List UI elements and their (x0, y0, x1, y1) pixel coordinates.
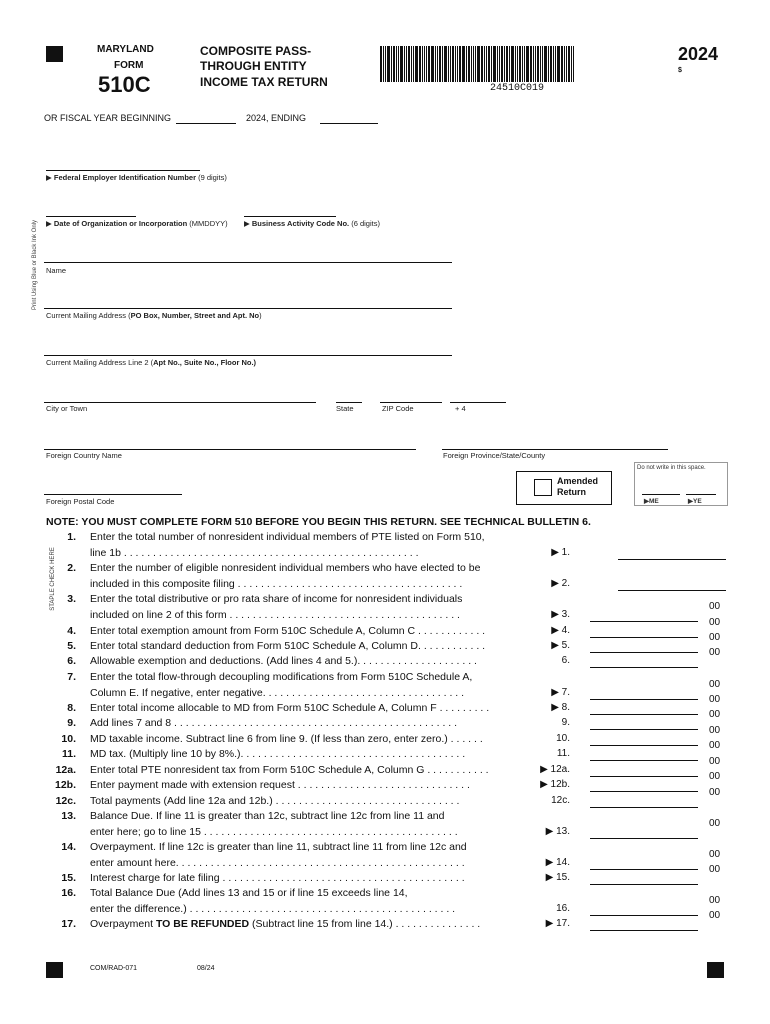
line-reference: ▶ 15. (545, 872, 570, 883)
arrow-icon: ▶ (644, 498, 649, 505)
name-label: Name (46, 266, 67, 275)
line-text-continued: enter the difference.) . . . . . . . . . . . . . . . . . . . . . . . . . . . . . . . . . . . . . . . . . . . . . . (90, 903, 456, 915)
form-revision-date: 08/24 (197, 965, 215, 972)
date-label-rest: (MMDDYY) (187, 219, 228, 228)
barcode-bar (550, 46, 552, 82)
barcode-bar (553, 46, 554, 82)
barcode-bar (415, 46, 418, 82)
line-number: 12b. (54, 779, 76, 791)
addr2-prefix: Current Mailing Address Line 2 ( (46, 358, 154, 367)
barcode-bar (457, 46, 458, 82)
zip-plus4-field[interactable] (450, 402, 506, 403)
date-label-bold: Date of Organization or Incorporation (53, 219, 188, 228)
barcode-bar (448, 46, 449, 82)
line-number: 8. (67, 702, 76, 714)
zip-field[interactable] (380, 402, 442, 403)
line-number: 3. (67, 593, 76, 605)
barcode-bar (422, 46, 423, 82)
line-text: Enter total PTE nonresident tax from Form 510C Schedule A, Column G . . . . . . . . . . . (90, 764, 489, 776)
line-text: Enter total standard deduction from Form 510C Schedule A, Column D. . . . . . . . . . . . (90, 640, 486, 652)
barcode-bar (511, 46, 514, 82)
line-number: 9. (67, 717, 76, 729)
line-number: 10. (61, 733, 76, 745)
amended-return-checkbox[interactable] (534, 479, 552, 496)
line-reference: ▶ 7. (551, 687, 570, 698)
line-amount-field[interactable] (590, 838, 698, 839)
barcode-bar (391, 46, 392, 82)
barcode-bar (506, 46, 508, 82)
line-reference: ▶ 12a. (540, 764, 570, 775)
line-amount-field[interactable] (590, 714, 698, 715)
line-cents: 00 (709, 725, 721, 736)
line-text: Enter the total flow-through decoupling modifications from Form 510C Schedule A, (90, 671, 473, 683)
line-cents: 00 (709, 864, 721, 875)
line-reference: 10. (556, 733, 570, 744)
barcode-bar (557, 46, 560, 82)
fein-label-bold: Federal Employer Identification Number (53, 173, 196, 182)
dollar-sign: $ (678, 67, 682, 74)
city-field[interactable] (44, 402, 316, 403)
foreign-province-label: Foreign Province/State/County (443, 451, 546, 460)
line-amount-field[interactable] (590, 621, 698, 622)
line-reference: 12c. (551, 795, 570, 806)
fein-label-rest: (9 digits) (196, 173, 227, 182)
line-text-bold: TO BE REFUNDED (155, 918, 250, 930)
line-text: Enter payment made with extension request . . . . . . . . . . . . . . . . . . . . . . . . . . . . . . (90, 779, 470, 791)
business-activity-code-label (244, 219, 380, 228)
line-number: 12c. (55, 795, 76, 807)
barcode-bar (501, 46, 503, 82)
amended-label-line2: Return (557, 487, 586, 497)
state-name: MARYLAND (97, 44, 154, 55)
line-number: 7. (67, 671, 76, 683)
barcode-bar (488, 46, 490, 82)
fiscal-begin-field[interactable] (176, 123, 236, 124)
line-reference: ▶ 4. (551, 625, 570, 636)
barcode-bar (406, 46, 407, 82)
line-number: 15. (61, 872, 76, 884)
barcode-bar (571, 46, 572, 82)
fiscal-ending-label: 2024, ENDING (246, 113, 307, 123)
line-number: 16. (61, 887, 76, 899)
barcode-bar (437, 46, 438, 82)
line-cents: 00 (709, 910, 721, 921)
barcode-bar (466, 46, 467, 82)
address-line1-label (46, 311, 262, 320)
line-cents: 00 (709, 818, 721, 829)
line-reference: ▶ 8. (551, 702, 570, 713)
line-number: 6. (67, 655, 76, 667)
line-reference: ▶ 2. (551, 578, 570, 589)
line-number: 14. (61, 841, 76, 853)
line-reference: 9. (561, 717, 570, 728)
barcode-bar (435, 46, 436, 82)
date-organization-label (46, 219, 228, 228)
barcode-bar (504, 46, 505, 82)
barcode-bar (524, 46, 525, 82)
line-text: Enter the number of eligible nonresident individual members who have elected to be (90, 562, 481, 574)
form-title-line3: INCOME TAX RETURN (200, 75, 328, 89)
line-number: 11. (61, 748, 76, 760)
barcode-bar (385, 46, 386, 82)
barcode-bar (561, 46, 563, 82)
line-cents: 00 (709, 679, 721, 690)
barcode-bar (428, 46, 430, 82)
line-text-continued: line 1b . . . . . . . . . . . . . . . . . . . . . . . . . . . . . . . . . . . . . . . . . . . . . . . . . . . (90, 547, 419, 559)
line-number: 4. (67, 625, 76, 637)
line-number: 17. (61, 918, 76, 930)
addr1-suffix: ) (259, 311, 262, 320)
barcode-bar (475, 46, 476, 82)
line-amount-field[interactable] (618, 559, 726, 560)
line-reference: ▶ 3. (551, 609, 570, 620)
barcode-bar (450, 46, 451, 82)
line-amount-field[interactable] (618, 590, 726, 591)
line-text (90, 918, 480, 930)
line-text: Allowable exemption and deductions. (Add lines 4 and 5.). . . . . . . . . . . . . . . . . . . . . (90, 655, 477, 667)
barcode-bar (509, 46, 510, 82)
barcode-bar (393, 46, 395, 82)
barcode-bar (400, 46, 403, 82)
barcode-bar (444, 46, 447, 82)
line-cents: 00 (709, 632, 721, 643)
line-amount-field[interactable] (590, 729, 698, 730)
barcode-bar (459, 46, 461, 82)
barcode-bar (491, 46, 492, 82)
barcode-bar (497, 46, 498, 82)
line-cents: 00 (709, 601, 721, 612)
form-word: FORM (114, 60, 144, 71)
line-cents: 00 (709, 756, 721, 767)
foreign-country-field[interactable] (44, 449, 416, 450)
line-text-post: (Subtract line 15 from line 14.) . . . . . . . . . . . . . . . (249, 918, 481, 930)
barcode-bar (555, 46, 556, 82)
ye-field (686, 494, 716, 495)
ye-text: YE (693, 498, 702, 505)
line-amount-field[interactable] (590, 776, 698, 777)
barcode-bar (396, 46, 397, 82)
barcode-bar (519, 46, 521, 82)
line-text: Overpayment. If line 12c is greater than line 11, subtract line 11 from line 12c and (90, 841, 467, 853)
line-cents: 00 (709, 694, 721, 705)
barcode-bar (452, 46, 454, 82)
line-amount-field[interactable] (590, 637, 698, 638)
arrow-icon: ▶ (244, 219, 250, 228)
barcode-bar (493, 46, 496, 82)
line-amount-field[interactable] (590, 884, 698, 885)
corner-mark-top-left (46, 46, 63, 62)
arrow-icon: ▶ (46, 173, 52, 182)
barcode-bar (408, 46, 410, 82)
line-text: MD tax. (Multiply line 10 by 8%.). . . . . . . . . . . . . . . . . . . . . . . . . . . . . . . . . . . . . . . (90, 748, 466, 760)
zip-plus4-label: + 4 (455, 404, 466, 413)
address-line2-label (46, 358, 256, 367)
office-use-label: Do not write in this space. (637, 465, 706, 471)
line-amount-field[interactable] (590, 807, 698, 808)
barcode-text: 24510C019 (490, 83, 545, 94)
line-reference: ▶ 1. (551, 547, 570, 558)
line-reference: 16. (556, 903, 570, 914)
barcode-bar (455, 46, 456, 82)
business-activity-code-field[interactable] (244, 216, 336, 217)
line-cents: 00 (709, 771, 721, 782)
arrow-icon: ▶ (688, 498, 693, 505)
bac-label-bold: Business Activity Code No. (251, 219, 350, 228)
foreign-postal-field[interactable] (44, 494, 182, 495)
line-number: 13. (61, 810, 76, 822)
tax-year: 2024 (678, 44, 719, 64)
line-text: Balance Due. If line 11 is greater than 12c, subtract line 12c from line 11 and (90, 810, 445, 822)
arrow-icon: ▶ (46, 219, 52, 228)
fein-label (46, 173, 227, 182)
barcode-bar (499, 46, 500, 82)
barcode-bar (537, 46, 539, 82)
foreign-province-field[interactable] (442, 449, 668, 450)
corner-mark-bottom-left (46, 962, 63, 978)
line-text: MD taxable income. Subtract line 6 from line 9. (If less than zero, enter zero.) . . . . . . (90, 733, 483, 745)
addr2-bold: Apt No., Suite No., Floor No.) (153, 358, 257, 367)
barcode-bar (530, 46, 532, 82)
line-amount-field[interactable] (590, 760, 698, 761)
barcode-bar (383, 46, 384, 82)
fiscal-end-field[interactable] (320, 123, 378, 124)
amended-label-line1: Amended (557, 476, 599, 486)
zip-label: ZIP Code (382, 404, 414, 413)
line-cents: 00 (709, 617, 721, 628)
form-title-line1: COMPOSITE PASS- (200, 44, 312, 58)
city-label: City or Town (46, 404, 88, 413)
line-amount-field[interactable] (590, 869, 698, 870)
line-amount-field[interactable] (590, 652, 698, 653)
line-text: Total Balance Due (Add lines 13 and 15 or if line 15 exceeds line 14, (90, 887, 408, 899)
barcode-bar (404, 46, 405, 82)
barcode-bar (484, 46, 485, 82)
line-text-continued: Column E. If negative, enter negative. . . . . . . . . . . . . . . . . . . . . . . . . . . . . . . . . . . (90, 687, 465, 699)
address-line1-field[interactable] (44, 308, 452, 309)
barcode-bar (387, 46, 390, 82)
line-cents: 00 (709, 647, 721, 658)
bac-label-rest: (6 digits) (349, 219, 380, 228)
date-organization-field[interactable] (46, 216, 136, 217)
barcode-bar (542, 46, 543, 82)
barcode-bar (486, 46, 487, 82)
line-reference: ▶ 13. (545, 826, 570, 837)
me-field (642, 494, 680, 495)
line-reference: 11. (556, 748, 570, 759)
line-text-continued: enter amount here. . . . . . . . . . . . . . . . . . . . . . . . . . . . . . . . . . . . . . . . . . . . . . . . . . (90, 857, 465, 869)
fiscal-year-label: OR FISCAL YEAR BEGINNING (44, 113, 172, 123)
fein-field[interactable] (46, 170, 200, 171)
line-amount-field[interactable] (590, 791, 698, 792)
line-text-continued: included on line 2 of this form . . . . . . . . . . . . . . . . . . . . . . . . . . . . . . . . . . . . . . . . (90, 609, 460, 621)
barcode-bar (481, 46, 483, 82)
staple-check-text: STAPLE CHECK HERE (50, 547, 56, 611)
barcode-bar (564, 46, 565, 82)
state-field[interactable] (336, 402, 362, 403)
barcode-bar (426, 46, 427, 82)
addr1-prefix: Current Mailing Address ( (46, 311, 131, 320)
state-label: State (336, 404, 354, 413)
line-text: Enter the total number of nonresident individual members of PTE listed on Form 510, (90, 531, 485, 543)
barcode-bar (473, 46, 474, 82)
line-reference: 6. (561, 655, 570, 666)
line-cents: 00 (709, 740, 721, 751)
barcode-bar (573, 46, 574, 82)
barcode-bar (540, 46, 541, 82)
barcode-bar (548, 46, 549, 82)
line-text: Enter the total distributive or pro rata share of income for nonresident individuals (90, 593, 463, 605)
line-text-continued: included in this composite filing . . . . . . . . . . . . . . . . . . . . . . . . . . . . . . . . . . . . . . . (90, 578, 463, 590)
barcode-bar (517, 46, 518, 82)
line-amount-field[interactable] (590, 930, 698, 931)
line-amount-field[interactable] (590, 667, 698, 668)
barcode-bar (471, 46, 472, 82)
barcode-bar (380, 46, 382, 82)
line-number: 5. (67, 640, 76, 652)
addr1-bold: PO Box, Number, Street and Apt. No (130, 311, 260, 320)
barcode-bar (526, 46, 529, 82)
barcode-bar (442, 46, 443, 82)
barcode-bar (424, 46, 425, 82)
corner-mark-bottom-right (707, 962, 724, 978)
form-code: COM/RAD-071 (90, 965, 138, 972)
barcode-bar (522, 46, 523, 82)
barcode-bar (431, 46, 434, 82)
line-cents: 00 (709, 787, 721, 798)
barcode-bar (419, 46, 421, 82)
barcode-bar (544, 46, 547, 82)
name-field[interactable] (44, 262, 452, 263)
line-text: Total payments (Add line 12a and 12b.) . . . . . . . . . . . . . . . . . . . . . . . . . . . . . . . . (90, 795, 460, 807)
line-amount-field[interactable] (590, 915, 698, 916)
barcode-bar (477, 46, 480, 82)
line-text: Enter total income allocable to MD from Form 510C Schedule A, Column F . . . . . . . . . (90, 702, 490, 714)
barcode-bar (568, 46, 570, 82)
line-amount-field[interactable] (590, 745, 698, 746)
line-reference: ▶ 17. (545, 918, 570, 929)
form-title-line2: THROUGH ENTITY (200, 59, 307, 73)
line-text: Enter total exemption amount from Form 510C Schedule A, Column C . . . . . . . . . . . . (90, 625, 486, 637)
instruction-note: NOTE: YOU MUST COMPLETE FORM 510 BEFORE YOU BEGIN THIS RETURN. SEE TECHNICAL BULLETIN 6. (46, 516, 591, 528)
line-number: 12a. (55, 764, 76, 776)
line-text: Interest charge for late filing . . . . . . . . . . . . . . . . . . . . . . . . . . . . . . . . . . . . . . . . . . (90, 872, 465, 884)
address-line2-field[interactable] (44, 355, 452, 356)
line-cents: 00 (709, 895, 721, 906)
form-barcode (380, 46, 575, 82)
barcode-bar (398, 46, 399, 82)
ink-instruction: Print Using Blue or Black Ink Only (32, 219, 38, 311)
line-text-continued: enter here; go to line 15 . . . . . . . . . . . . . . . . . . . . . . . . . . . . . . . . . . . . . . . . . . . . (90, 826, 458, 838)
form-number: 510C (98, 72, 151, 97)
line-amount-field[interactable] (590, 699, 698, 700)
barcode-bar (462, 46, 465, 82)
line-reference: ▶ 14. (545, 857, 570, 868)
barcode-bar (468, 46, 470, 82)
line-text-pre: Overpayment (90, 918, 156, 930)
ye-label (688, 497, 702, 505)
barcode-bar (535, 46, 536, 82)
foreign-postal-label: Foreign Postal Code (46, 497, 115, 506)
line-cents: 00 (709, 709, 721, 720)
foreign-country-label: Foreign Country Name (46, 451, 122, 460)
me-label (644, 497, 659, 505)
barcode-bar (566, 46, 567, 82)
line-reference: ▶ 12b. (540, 779, 570, 790)
line-cents: 00 (709, 849, 721, 860)
line-text: Add lines 7 and 8 . . . . . . . . . . . . . . . . . . . . . . . . . . . . . . . . . . . . . . . . . . . . . . . . . (90, 717, 458, 729)
line-number: 2. (67, 562, 76, 574)
barcode-bar (439, 46, 441, 82)
barcode-bar (411, 46, 412, 82)
barcode-bar (413, 46, 414, 82)
line-reference: ▶ 5. (551, 640, 570, 651)
barcode-bar (533, 46, 534, 82)
barcode-bar (515, 46, 516, 82)
me-text: ME (649, 498, 659, 505)
line-number: 1. (67, 531, 76, 543)
